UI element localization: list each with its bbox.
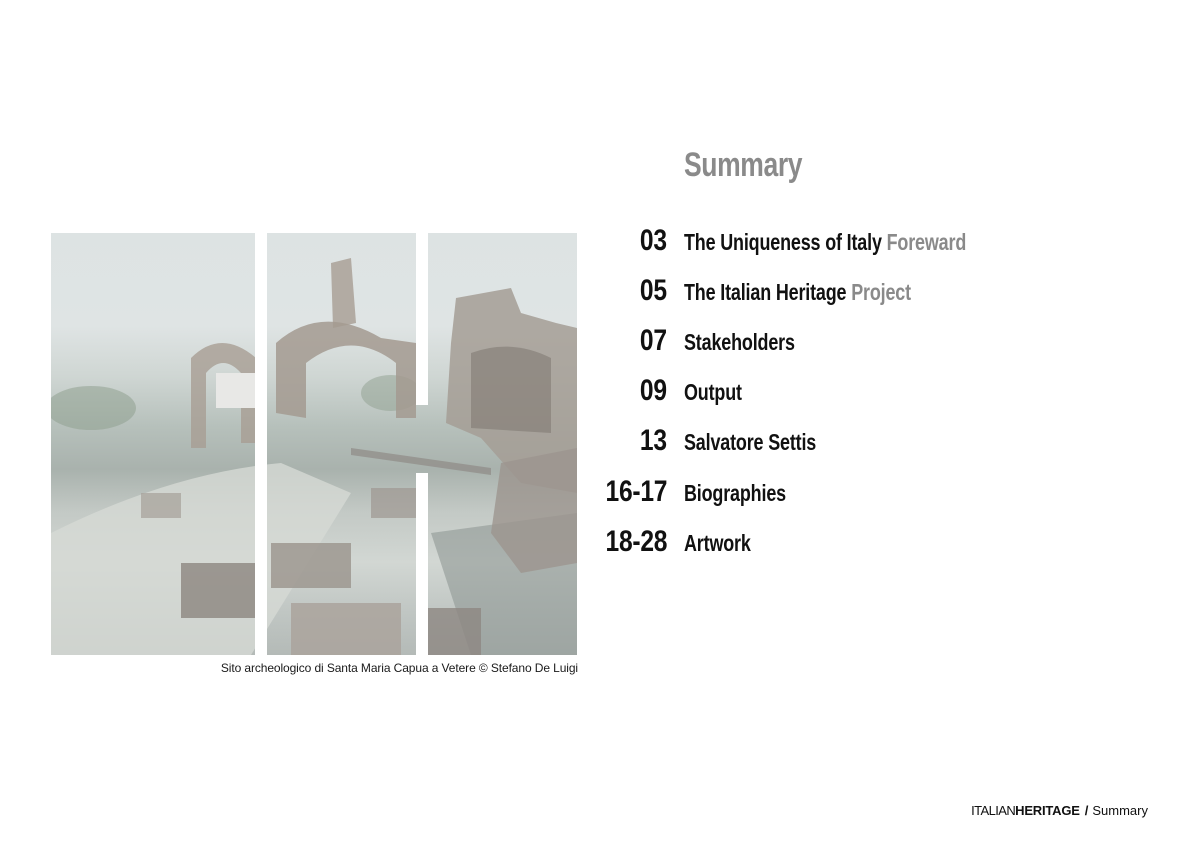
toc-entry[interactable]	[560, 475, 1120, 515]
toc-entry-title: Output	[684, 379, 742, 405]
summary-title: Summary	[684, 146, 803, 184]
toc-page-number: 18-28	[605, 525, 667, 558]
footer-section: Summary	[1092, 803, 1148, 818]
toc-entry-title: The Uniqueness of Italy	[684, 229, 882, 255]
toc-entry[interactable]	[560, 324, 1120, 364]
toc-entry-title: Biographies	[684, 480, 786, 506]
toc-entry-title: The Italian Heritage	[684, 279, 847, 305]
photo-gap-left	[255, 233, 267, 655]
photo-gap-right-top	[416, 233, 428, 405]
toc-entry-label	[684, 480, 786, 507]
footer-separator: /	[1084, 803, 1089, 818]
toc-entry-title: Stakeholders	[684, 329, 795, 355]
toc-page-number: 09	[640, 374, 667, 407]
toc-page-number: 03	[640, 224, 667, 257]
photo-caption: Sito archeologico di Santa Maria Capua a Vetere © Stefano De Luigi	[220, 661, 578, 675]
toc-entry[interactable]	[560, 525, 1120, 565]
toc-entry-subtitle: Foreward	[886, 229, 967, 255]
toc-entry-title: Salvatore Settis	[684, 429, 817, 455]
footer-brand-light: ITALIAN	[971, 803, 1016, 818]
toc-entry-label	[684, 429, 816, 456]
toc-page-number: 16-17	[605, 475, 667, 508]
toc-entry[interactable]	[560, 224, 1120, 264]
ruins-illustration	[51, 233, 577, 655]
toc-entry-label	[684, 279, 911, 306]
toc-entry-label	[684, 379, 742, 406]
toc-entry-label	[684, 329, 795, 356]
toc-page-number: 05	[640, 274, 667, 307]
toc-entry-label	[684, 530, 751, 557]
toc-page-number: 13	[640, 424, 667, 457]
toc-entry-label	[684, 229, 966, 256]
toc-entry-title: Artwork	[684, 530, 751, 556]
toc-entry-subtitle: Project	[851, 279, 911, 305]
footer-brand-bold: HERITAGE	[1015, 803, 1080, 818]
footer	[971, 803, 1148, 818]
toc-entry[interactable]	[560, 274, 1120, 314]
toc-entry[interactable]	[560, 424, 1120, 464]
toc-page-number: 07	[640, 324, 667, 357]
toc-entry[interactable]	[560, 374, 1120, 414]
ruins-photo	[51, 233, 577, 655]
photo-gap-right-bottom	[416, 473, 428, 655]
